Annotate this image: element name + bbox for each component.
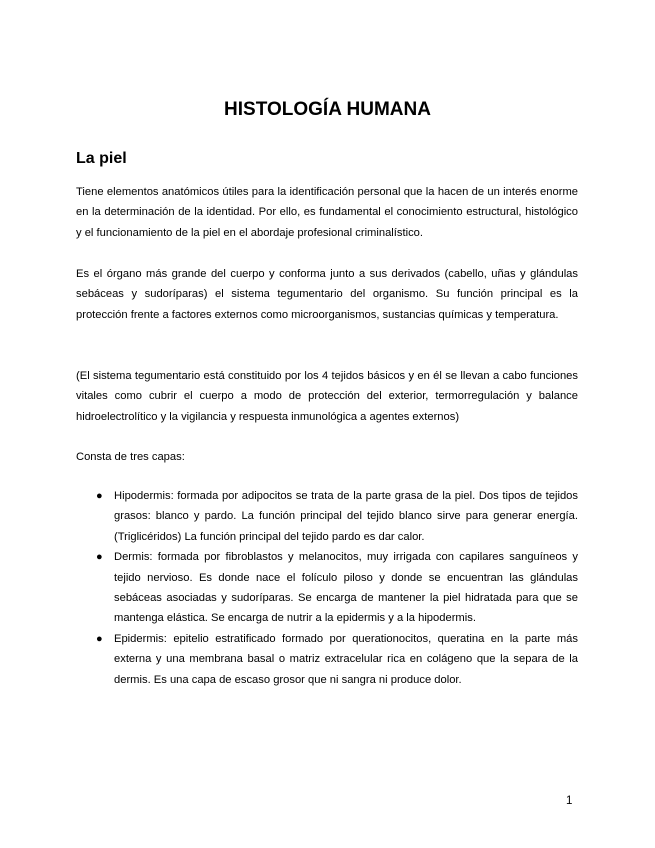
document-title: HISTOLOGÍA HUMANA — [224, 99, 431, 120]
paragraph-integumentary-system: (El sistema tegumentario está constituido por los 4 tejidos básicos y en él se llevan a cabo funciones vitales como cubrir el cuerpo a modo de protección del exterior, termorregulación y balance hidroelectrolítico y la vigilancia y respuesta inmunológica a agentes externos) — [76, 370, 578, 423]
list-item-hipodermis — [76, 486, 578, 547]
page-number: 1 — [566, 795, 573, 807]
paragraph-largest-organ: Es el órgano más grande del cuerpo y conforma junto a sus derivados (cabello, uñas y glándulas sebáceas y sudoríparas) el sistema tegumentario del organismo. Su función principal es la protección frente a factores externos como microorganismos, sustancias químicas y temperatura. — [76, 268, 578, 321]
list-item-text: Dermis: formada por fibroblastos y melanocitos, muy irrigada con capilares sanguíneos y tejido nervioso. Es donde nace el folículo piloso y donde se encuentran las glándulas sebáceas asociadas y sudoríparas. Se encarga de mantener la piel hidratada para que se mantenga elástica. Se encarga de nutrir a la epidermis y a la hipodermis. — [114, 551, 578, 625]
section-heading: La piel — [76, 150, 127, 167]
bullet-icon: ● — [96, 490, 103, 502]
paragraph-three-layers-intro: Consta de tres capas: — [76, 451, 185, 463]
paragraph-identification: Tiene elementos anatómicos útiles para la identificación personal que la hacen de un interés enorme en la determinación de la identidad. Por ello, es fundamental el conocimiento estructural, histológico y el funcionamiento de la piel en el abordaje profesional criminalístico. — [76, 186, 578, 239]
skin-layers-list — [76, 486, 578, 690]
bullet-icon: ● — [96, 551, 103, 564]
bullet-icon: ● — [96, 632, 103, 645]
list-item-epidermis — [76, 629, 578, 690]
list-item-text: Epidermis: epitelio estratificado formado por querationocitos, queratina en la parte más externa y una membrana basal o matriz extracelular rica en colágeno que la separa de la dermis. Es una capa de escaso grosor que ni sangra ni produce dolor. — [114, 632, 578, 686]
list-item-dermis — [76, 547, 578, 629]
list-item-text: Hipodermis: formada por adipocitos se trata de la parte grasa de la piel. Dos tipos de tejidos grasos: blanco y pardo. La función principal del tejido blanco sirve para generar energía. (Triglicéridos) La función principal del tejido pardo es dar calor. — [114, 490, 578, 543]
